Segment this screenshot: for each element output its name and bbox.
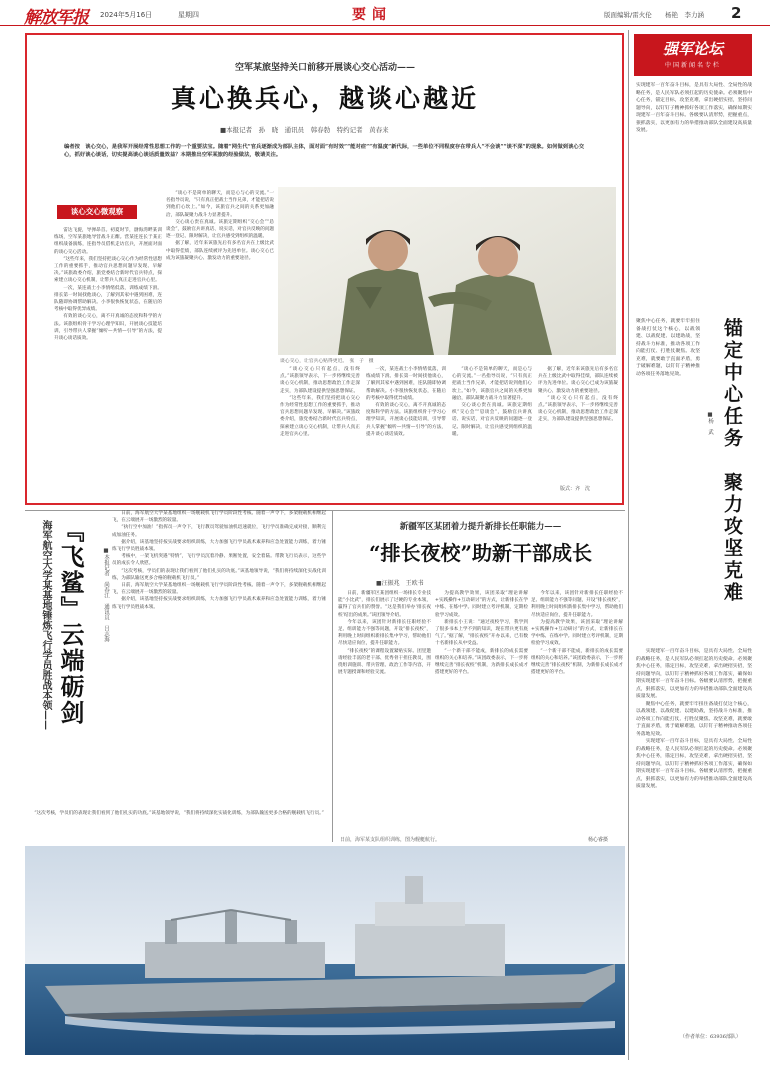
flying-shark-paragraph: “执行空中加油！”指挥员一声令下，飞行教员驾驶加油机迅速就位，飞行学员准确完成对接，顺利完成加油任务。 bbox=[112, 525, 326, 538]
flying-shark-footer-text bbox=[25, 810, 331, 840]
column-banner-title: 强军论坛 bbox=[662, 40, 723, 58]
section-tag-label: 谈心交心微观察 bbox=[70, 207, 124, 216]
column-text-bottom bbox=[636, 648, 752, 1028]
column-headline: 锚定中心任务 聚力攻坚克难 bbox=[721, 318, 743, 604]
lead-paragraph: “谈心不是简单的聊天，而是心与心的交流。”一名指导员说，“只有真正把战士当作兄弟，才能把话说到他们心坎上。”如今，该旅官兵之间的关系更加融洽，部队凝聚力战斗力显著提升。 bbox=[166, 191, 274, 218]
lead-paragraph: 有效的谈心交心，离不开真诚的态度和科学的方法。该旅组织骨干学习心理学知识，开展谈心技能培训，引导带兵人掌握“倾听—共情—引导”的方法，提升谈心谈话质效。 bbox=[54, 314, 162, 342]
lead-story-kicker: 空军某旅坚持关口前移开展谈心交心活动—— bbox=[234, 63, 415, 73]
xinjiang-col-3 bbox=[531, 590, 623, 818]
xinjiang-paragraph: 为提高教学效果，该团采取“理论讲解+实践操作+互动研讨”的方式，让新排长在学中练、在练中学。同时建立考评机制，定期检验学习成效。 bbox=[531, 619, 623, 647]
column-text-middle: 聚焦中心任务，就要牢牢扭住备战打仗这个核心，以战领建、以战促建、以建助战，坚持战斗力标准，推动各项工作向能打仗、打胜仗聚焦。攻坚克难，就要敢于直面矛盾，勇于破解难题，以钉钉子精神推动各项任务落地见效。 bbox=[636, 319, 700, 377]
flying-shark-paragraph: 日前，海军航空大学某基地组织一场舰载机飞行学员阶段性考核。随着一声令下，多架舰载机相继起飞，在云端展开一场激烈的较量。 bbox=[112, 583, 326, 596]
page-editors: 杨艳 李力涵 bbox=[665, 11, 704, 19]
xinjiang-paragraph: 新排长小王说：“通过夜校学习，我学到了很多书本上学不到的知识，现在带兵更有底气了。”据了解，“排长夜校”开办以来，已有数十名新排长从中受益。 bbox=[435, 619, 528, 647]
lead-paragraph: 有效的谈心交心，离不开真诚的态度和科学的方法。该旅组织骨干学习心理学知识，开展谈心技能培训，引导带兵人掌握“倾听—共情—引导”的方法，提升谈心谈话质效。 bbox=[366, 403, 446, 437]
lead-story-col-5 bbox=[452, 366, 532, 494]
lead-story-col-1 bbox=[54, 227, 162, 494]
column-banner-subtitle: 中国新闻名专栏 bbox=[664, 62, 721, 69]
xinjiang-kicker: 新疆军区某团着力提升新排长任职能力—— bbox=[399, 522, 562, 532]
lead-paragraph: “谈心不是简单的聊天，而是心与心的交流。”一名指导员说，“只有真正把战士当作兄弟，才能把话说到他们心坎上。”如今，该旅官兵之间的关系更加融洽，部队凝聚力战斗力显著提升。 bbox=[452, 367, 532, 401]
warship-illustration bbox=[25, 846, 625, 1055]
column-paragraph: 实现建军一百年奋斗目标，是具有大局性、全局性的战略任务，是人民军队必须扛起的历史使命。必须聚焦中心任务，锚定目标，攻坚克难，拿出硬招实招，坚持问题导向，以钉钉子精神抓好各项工作落实，确保如期实现建军一百年奋斗目标。各级要认清形势，把握重点，狠抓落实，以更加有力的举措推动部队全面建设高质量发展。 bbox=[636, 649, 752, 699]
lead-paragraph: 交心谈心贵在真诚。该旅定期组织“交心会”“恳谈会”，鼓励官兵讲真话、说实话，对官兵反映的问题逐一登记、限时解决，让官兵感受到组织的温暖。 bbox=[452, 403, 532, 437]
page-number: 2 bbox=[731, 4, 742, 22]
lead-story-photo bbox=[278, 187, 616, 355]
lead-story-abstract: 编者按 谈心交心，是我军开展经常性思想工作的一个重要法宝。随着“网生代”官兵逐渐成为部队主体，面对面“有时效”“能对症”“有温度”新代际，一些单位不同程度存在带兵人“不会谈”“谈不深”的现象。如何做到谈心交心，抓好谈心谈话，切实提高谈心谈话质量效益？本期推出空军某旅的经验做法，敬请关注。 bbox=[64, 144, 584, 159]
lead-story-headline: 真心换兵心，越谈心越近 bbox=[170, 84, 479, 113]
flying-shark-subtitle: 海军航空大学某基地锤炼飞行学员胜战本领—— bbox=[40, 520, 51, 730]
lead-paragraph: 据了解，近年来该旅先后有多名官兵在上级比武中取得佳绩，部队连续被评为先进单位。谈心交心已成为该旅凝聚兵心、激发动力的重要途径。 bbox=[538, 367, 618, 394]
xinjiang-paragraph: “一个新干部不能成，新排长的成长需要组织的关心和培养。”该团政委表示，下一步将继续完善“排长夜校”机制，为新排长成长成才搭建更好的平台。 bbox=[531, 648, 623, 676]
lead-paragraph: 一次，某连战士小李情绪低落，训练成绩下滑。排长第一时间找他谈心，了解到其家中遇到困难，连队随即协调帮助解决。小李很快恢复状态，在随后的考核中取得优异成绩。 bbox=[366, 367, 446, 401]
xinjiang-col-1 bbox=[338, 590, 431, 818]
xinjiang-byline: ■汪振兆 王欧书 bbox=[376, 580, 424, 587]
xinjiang-photo-caption: 日前，海军某支队组织训练，图为舰艇航行。 bbox=[340, 837, 441, 843]
soldiers-photo-illustration bbox=[278, 187, 616, 355]
flying-shark-paragraph: 日前，海军航空大学某基地组织一场舰载机飞行学员阶段性考核。随着一声令下，多架舰载机相继起飞，在云端展开一场激烈的较量。 bbox=[112, 511, 326, 524]
xinjiang-paragraph: 为提高教学效果，该团采取“理论讲解+实践操作+互动研讨”的方式，让新排长在学中练、在练中学。同时建立考评机制，定期检验学习成效。 bbox=[435, 591, 528, 618]
page-editor-label: 版面编辑/雷火伦 bbox=[604, 11, 652, 19]
column-paragraph: 聚焦中心任务，就要牢牢扭住备战打仗这个核心，以战领建、以战促建、以建助战，坚持战斗力标准，推动各项工作向能打仗、打胜仗聚焦。攻坚克难，就要敢于直面矛盾，勇于破解难题，以钉钉子精神推动各项任务落地见效。 bbox=[636, 701, 752, 737]
column-text-top: 实现建军一百年奋斗目标，是具有大局性、全局性的战略任务，是人民军队必须扛起的历史使命。必须聚焦中心任务，锚定目标，攻坚克难，拿出硬招实招，坚持问题导向，以钉钉子精神抓好各项工作落实，确保如期实现建军一百年奋斗目标。各级要认清形势，把握重点，狠抓落实，以更加有力的举措推动部队全面建设高质量发展。 bbox=[636, 83, 752, 133]
lead-paragraph: 雷达飞旋，导弹昂首。初夏时节，渤海湾畔某训练场，空军某旅地导营战斗正酣。营某连连长于某正组织战备演练，连指导员借机走访官兵，开展面对面的谈心交心活动。 bbox=[54, 228, 162, 255]
xinjiang-paragraph: 今年以来，该团针对新排长任职经验不足、组训能力不强等问题，开设“排长夜校”，利用晚上时间组织新排长集中学习，帮助他们尽快适应岗位，提升任职能力。 bbox=[338, 619, 431, 647]
lead-story-col-3 bbox=[280, 366, 360, 494]
xinjiang-paragraph: “一个新干部不能成，新排长的成长需要组织的关心和培养。”该团政委表示，下一步将继续完善“排长夜校”机制，为新排长成长成才搭建更好的平台。 bbox=[435, 648, 528, 676]
section-title: 要闻 bbox=[352, 7, 392, 23]
lead-story-col-4 bbox=[366, 366, 446, 494]
xinjiang-paragraph: 日前，新疆军区某团组织一场排长专业技能“小比武”，排长们展示了过硬的专业本领，赢得了官兵们的赞誉。“这是我们举办‘排长夜校’结出的成果。”该团领导介绍。 bbox=[338, 591, 431, 618]
lead-paragraph: “谈心交心只有起点，没有终点。”该旅领导表示，下一步将继续完善谈心交心机制，推动思想政治工作走深走实，为部队建设提供坚强思想保证。 bbox=[538, 395, 618, 423]
flying-shark-paragraph: 据介绍，该基地坚持按实战要求组织训练，大力加强飞行学员战术素养和应急处置能力训练，着力锤炼飞行学员胜战本领。 bbox=[112, 597, 326, 610]
column-paragraph: 实现建军一百年奋斗目标，是具有大局性、全局性的战略任务，是人民军队必须扛起的历史使命。必须聚焦中心任务，锚定目标，攻坚克难，拿出硬招实招，坚持问题导向，以钉钉子精神抓好各项工作落实，确保如期实现建军一百年奋斗目标。各级要认清形势，把握重点，狠抓落实，以更加有力的举措推动部队全面建设高质量发展。 bbox=[636, 739, 752, 789]
xinjiang-col-2 bbox=[435, 590, 528, 818]
issue-weekday: 星期四 bbox=[178, 11, 199, 19]
xinjiang-paragraph: “排长夜校”的课程设置紧贴实际。团里邀请经验丰富的老干部、优秀骨干担任教员，围绕组训施训、带兵管理、政治工作等内容，开展专题授课和经验交流。 bbox=[338, 648, 431, 676]
flying-shark-paragraph: “这次考核，学员们的表现让我们看到了他们扎实的功底。”该基地领导说，“我们将持续深化实战化训练，为部队输送更多合格的舰载机飞行员。” bbox=[112, 568, 326, 581]
ship-photo bbox=[25, 846, 625, 1055]
flying-shark-paragraph: 据介绍，该基地坚持按实战要求组织训练，大力加强飞行学员战术素养和应急处置能力训练，着力锤炼飞行学员胜战本领。 bbox=[112, 539, 326, 553]
lead-paragraph: “这些年来，我们坚持把谈心交心作为经常性思想工作的重要抓手，推动官兵思想问题早发现、早解决。”该旅政委介绍，旅党委结合新时代官兵特点，探索建立谈心交心机制，让带兵人真正走进官兵心里。 bbox=[54, 256, 162, 284]
masthead bbox=[0, 0, 770, 26]
story-divider bbox=[332, 510, 333, 842]
issue-date: 2024年5月16日 bbox=[100, 11, 153, 19]
lead-paragraph: 交心谈心贵在真诚。该旅定期组织“交心会”“恳谈会”，鼓励官兵讲真话、说实话，对官兵反映的问题逐一登记、限时解决，让官兵感受到组织的温暖。 bbox=[166, 219, 274, 240]
lead-paragraph: “这些年来，我们坚持把谈心交心作为经常性思想工作的重要抓手，推动官兵思想问题早发现、早解决。”该旅政委介绍，旅党委结合新时代官兵特点，探索建立谈心交心机制，让带兵人真正走进官兵心里。 bbox=[280, 395, 360, 437]
flying-shark-headline: 『飞鲨』云端砺剑 bbox=[56, 518, 85, 726]
column-author: ■杨 武 bbox=[707, 412, 713, 435]
paper-logo: 解放军报 bbox=[24, 8, 88, 28]
flying-shark-paragraph: “这次考核，学员们的表现让我们看到了他们扎实的功底。”该基地领导说，“我们将持续深化实战化训练，为部队输送更多合格的舰载机飞行员。” bbox=[34, 811, 324, 816]
flying-shark-body bbox=[112, 510, 326, 808]
lead-story-photo-caption: 谈心交心，让官兵心贴得更近。 张 子 摄 bbox=[280, 359, 374, 364]
xinjiang-paragraph: 今年以来，该团针对新排长任职经验不足、组训能力不强等问题，开设“排长夜校”，利用晚上时间组织新排长集中学习，帮助他们尽快适应岗位，提升任职能力。 bbox=[531, 591, 623, 618]
xinjiang-headline: “排长夜校”助新干部成长 bbox=[368, 541, 592, 565]
lead-paragraph: 据了解，近年来该旅先后有多名官兵在上级比武中取得佳绩，部队连续被评为先进单位。谈心交心已成为该旅凝聚兵心、激发动力的重要途径。 bbox=[166, 241, 274, 261]
column-banner bbox=[634, 34, 752, 76]
photo-credit: 杨心睿摄 bbox=[588, 837, 609, 843]
lead-paragraph: “谈心交心只有起点，没有终点。”该旅领导表示，下一步将继续完善谈心交心机制，推动思想政治工作走深走实，为部队建设提供坚强思想保证。 bbox=[280, 367, 360, 394]
flying-shark-byline: ■本报记者 尚春江 通讯员 吕志海 bbox=[103, 548, 109, 642]
lead-story-col-6 bbox=[538, 366, 618, 482]
right-column-rule bbox=[628, 30, 629, 1060]
section-tag bbox=[57, 205, 137, 219]
flying-shark-paragraph: 考核中，一架飞机突遇“特情”，飞行学员沉着冷静、果断处置，安全着陆。带教飞行员表示，这些学员的成长令人欣慰。 bbox=[112, 554, 326, 567]
lead-story-editor-note: 版式：齐 沈 bbox=[560, 486, 591, 492]
column-footer: （作者单位：63936部队） bbox=[680, 1034, 741, 1040]
lead-story-col-2 bbox=[166, 190, 274, 494]
lead-story-byline: ■本报记者 孙 晓 通讯员 韩春勃 特约记者 黄春来 bbox=[220, 126, 389, 134]
lead-paragraph: 一次，某连战士小李情绪低落，训练成绩下滑。排长第一时间找他谈心，了解到其家中遇到困难，连队随即协调帮助解决。小李很快恢复状态，在随后的考核中取得优异成绩。 bbox=[54, 285, 162, 313]
